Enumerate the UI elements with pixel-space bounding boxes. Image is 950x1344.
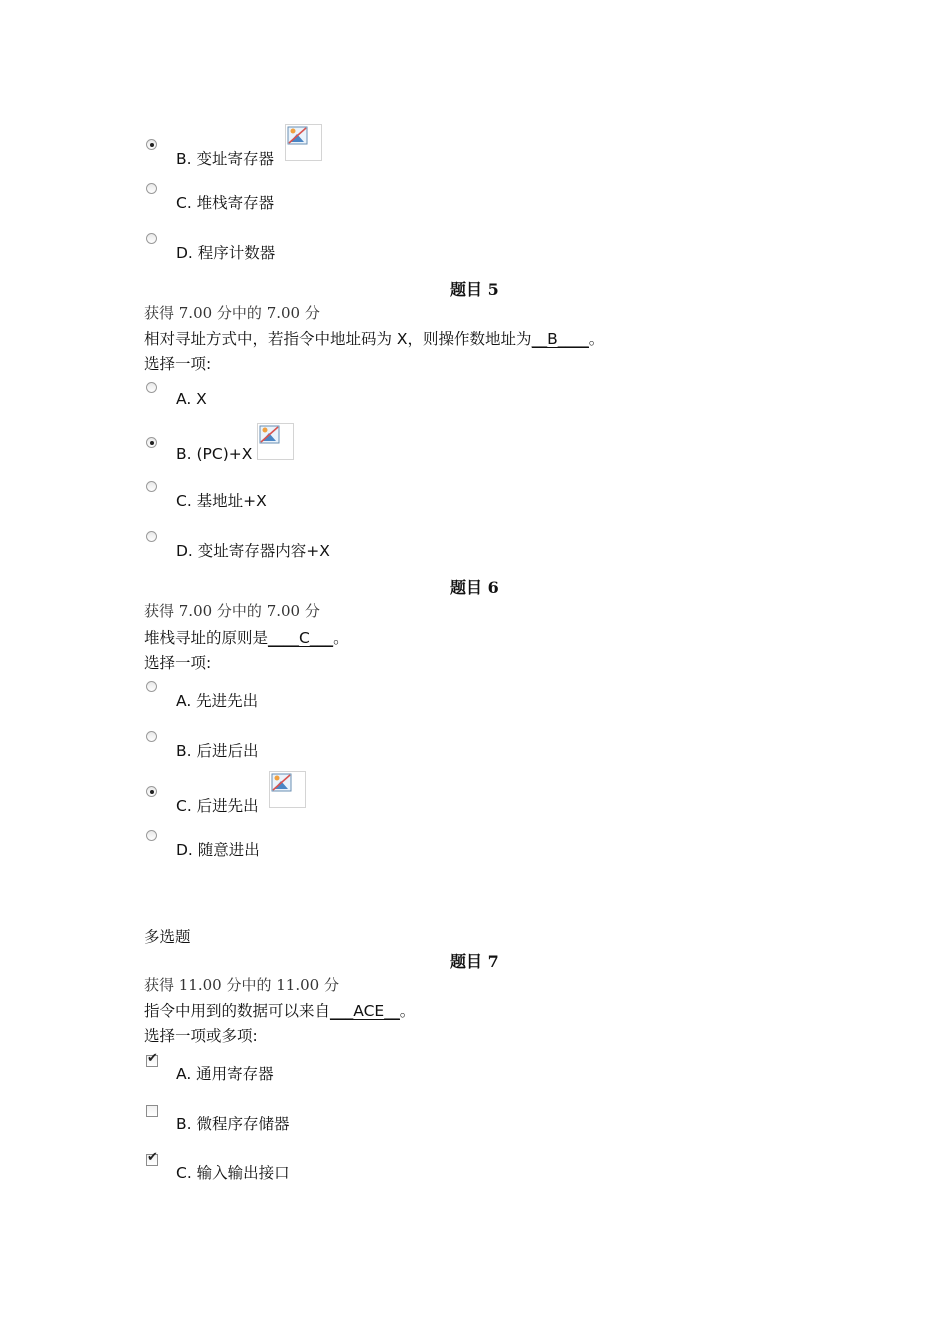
- q6-grade: 获得 7.00 分中的 7.00 分: [144, 602, 320, 620]
- check-mark-icon: ✔: [147, 1150, 158, 1165]
- q5-grade: 获得 7.00 分中的 7.00 分: [144, 304, 320, 322]
- q5-option-b-radio[interactable]: [146, 437, 157, 448]
- check-mark-icon: ✔: [147, 1051, 158, 1066]
- q7-option-b-checkbox[interactable]: [146, 1105, 158, 1117]
- q7-grade: 获得 11.00 分中的 11.00 分: [144, 976, 339, 994]
- q7-option-c-label[interactable]: C. 输入输出接口: [176, 1164, 290, 1182]
- q6-title: 题目 6: [450, 578, 499, 597]
- q5-option-c-label[interactable]: C. 基地址+X: [176, 492, 267, 510]
- q4-option-b-radio[interactable]: [146, 139, 157, 150]
- q6-option-a-radio[interactable]: [146, 681, 157, 692]
- q7-option-a-checkbox[interactable]: [146, 1051, 158, 1067]
- q6-option-c-label[interactable]: C. 后进先出: [176, 797, 259, 815]
- q6-option-b-radio[interactable]: [146, 731, 157, 742]
- q5-option-a-label[interactable]: A. X: [176, 390, 207, 408]
- q6-prompt: 选择一项:: [144, 654, 212, 672]
- q7-title: 题目 7: [450, 952, 499, 971]
- q6-text-before: 堆栈寻址的原则是: [144, 629, 269, 647]
- q5-title: 题目 5: [450, 280, 499, 299]
- q4-option-c-label[interactable]: C. 堆栈寄存器: [176, 194, 275, 212]
- q7-option-c-checkbox[interactable]: [146, 1150, 158, 1166]
- q6-text-after: 。: [333, 629, 349, 647]
- q5-option-b-label[interactable]: B. (PC)+X: [176, 445, 253, 463]
- section-heading-multiple-choice: 多选题: [144, 928, 191, 946]
- q4-option-d-label[interactable]: D. 程序计数器: [176, 244, 276, 262]
- q4-option-d-radio[interactable]: [146, 233, 157, 244]
- q7-option-b-label[interactable]: B. 微程序存储器: [176, 1115, 290, 1133]
- q6-option-c-radio[interactable]: [146, 786, 157, 797]
- q5-text-before: 相对寻址方式中，若指令中地址码为 X，则操作数地址为: [144, 330, 532, 348]
- q4-feedback-broken-image-icon: [285, 124, 322, 161]
- q5-option-d-radio[interactable]: [146, 531, 157, 542]
- q5-question-text: [144, 327, 604, 349]
- q7-option-a-label[interactable]: A. 通用寄存器: [176, 1065, 274, 1083]
- q6-option-d-radio[interactable]: [146, 830, 157, 841]
- q6-option-b-label[interactable]: B. 后进后出: [176, 742, 259, 760]
- q6-option-a-label[interactable]: A. 先进先出: [176, 692, 259, 710]
- q4-option-b-label[interactable]: B. 变址寄存器: [176, 150, 274, 168]
- q6-feedback-broken-image-icon: [269, 771, 306, 808]
- q5-option-a-radio[interactable]: [146, 382, 157, 393]
- q6-answer-blank: ____C___: [268, 629, 334, 647]
- q7-question-text: [144, 999, 415, 1021]
- q6-question-text: [144, 626, 349, 648]
- q6-option-d-label[interactable]: D. 随意进出: [176, 841, 260, 859]
- q7-answer-blank: ___ACE__: [330, 1002, 400, 1020]
- q7-prompt: 选择一项或多项:: [144, 1027, 258, 1045]
- q7-text-after: 。: [399, 1002, 416, 1020]
- q7-text-before: 指令中用到的数据可以来自: [144, 1002, 331, 1020]
- q4-option-c-radio[interactable]: [146, 183, 157, 194]
- q5-answer-blank: __B____: [531, 330, 589, 348]
- q5-option-c-radio[interactable]: [146, 481, 157, 492]
- q5-option-d-label[interactable]: D. 变址寄存器内容+X: [176, 542, 330, 560]
- q5-feedback-broken-image-icon: [257, 423, 294, 460]
- q5-prompt: 选择一项:: [144, 355, 212, 373]
- q5-text-after: 。: [588, 330, 605, 348]
